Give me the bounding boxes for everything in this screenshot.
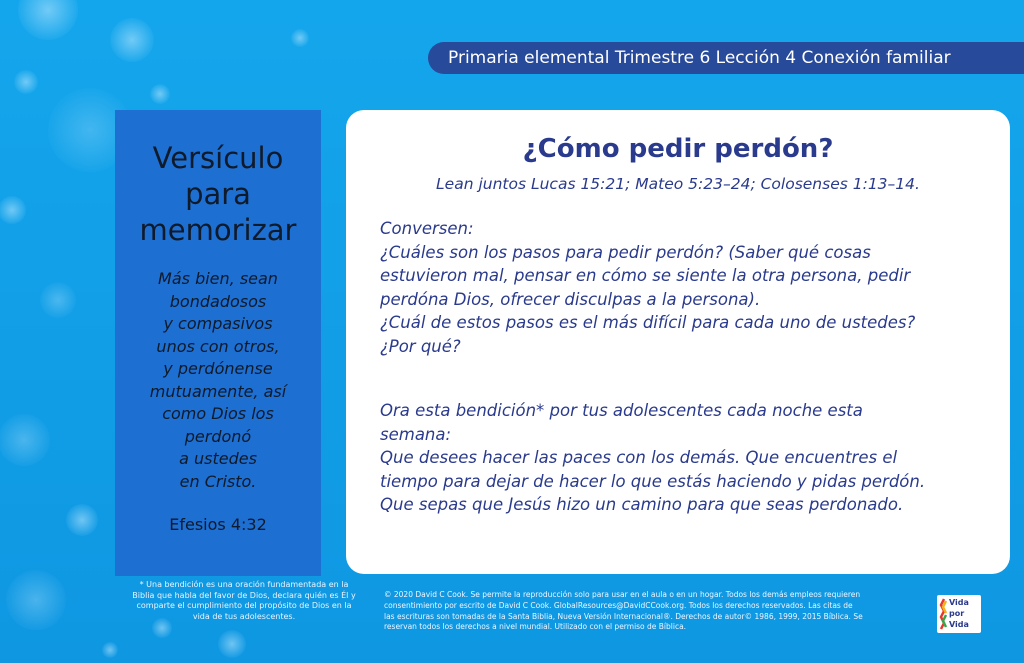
copyright-notice <box>384 590 932 633</box>
discussion-card <box>346 110 1010 574</box>
verse-line: a ustedes <box>179 449 257 468</box>
copyright-line: © 2020 David C Cook. Se permite la reproducción solo para usar en el aula o en un hogar. Todos los demás empleos requieren <box>384 590 861 599</box>
memory-verse-panel <box>115 110 321 576</box>
footnote-line: comparte el cumplimiento del propósito de Dios en la <box>136 601 352 610</box>
blessing-line: Ora esta bendición* por tus adolescentes cada noche esta <box>380 401 863 420</box>
logo-line: Vida <box>949 598 969 607</box>
memory-verse-title <box>115 140 321 248</box>
memory-verse-reference: Efesios 4:32 <box>169 515 267 534</box>
copyright-line: las escrituras son tomadas de la Santa Biblia, Nueva Versión Internacional®. Derechos de autor© 1986, 1999, 2015 Bíblica. Se <box>384 611 863 621</box>
verse-line: perdonó <box>184 426 252 446</box>
memory-verse-text <box>121 268 315 493</box>
blessing-footnote <box>128 580 360 622</box>
blessing-line: Que sepas que Jesús hizo un camino para que seas perdonado. <box>380 495 904 514</box>
verse-line: y compasivos <box>163 314 273 333</box>
verse-line: Más bien, sean <box>158 269 278 288</box>
footnote-line: Biblia que habla del favor de Dios, declara quién es Él y <box>132 590 356 600</box>
verse-line: unos con otros, <box>156 336 280 356</box>
converse-line: perdóna Dios, ofrecer disculpas a la persona). <box>380 289 761 309</box>
converse-line: ¿Cuáles son los pasos para pedir perdón? (Saber qué cosas <box>380 242 871 262</box>
converse-section <box>380 217 992 358</box>
verse-line: bondadosos <box>169 291 267 311</box>
vida-por-vida-logo <box>937 595 981 633</box>
lesson-header-title: Primaria elemental Trimestre 6 Lección 4 Conexión familiar <box>448 48 951 68</box>
verse-line: mutuamente, así <box>149 381 287 401</box>
converse-line: estuvieron mal, pensar en cómo se siente la otra persona, pedir <box>380 266 911 285</box>
footnote-line: vida de tus adolescentes. <box>192 611 296 621</box>
logo-line: Vida <box>949 620 969 629</box>
verse-line: como Dios los <box>162 404 274 423</box>
scripture-reference: Lean juntos Lucas 15:21; Mateo 5:23–24; Colosenses 1:13–14. <box>436 175 920 193</box>
verse-line: en Cristo. <box>179 471 257 491</box>
verse-line: y perdónense <box>163 359 273 378</box>
card-title: ¿Cómo pedir perdón? <box>522 134 834 164</box>
logo-text <box>949 597 979 630</box>
blessing-line: tiempo para dejar de hacer lo que estás haciendo y pidas perdón. <box>380 471 926 491</box>
blessing-line: Que desees hacer las paces con los demás. Que encuentres el <box>380 448 898 467</box>
logo-line: por <box>949 609 965 618</box>
converse-line: ¿Cuál de estos pasos es el más difícil para cada uno de ustedes? <box>380 313 916 332</box>
memory-title-line: Versículo <box>152 141 284 175</box>
memory-title-line: para <box>185 177 251 211</box>
memory-title-line: memorizar <box>139 213 297 247</box>
blessing-section <box>380 399 992 517</box>
converse-line: ¿Por qué? <box>380 336 461 356</box>
footnote-line: * Una bendición es una oración fundamentada en la <box>139 580 349 589</box>
copyright-line: consentimiento por escrito de David C Cook. GlobalResources@DavidCCook.org. Todos los derechos reservados. Las citas de <box>384 600 853 610</box>
copyright-line: reservan todos los derechos a nivel mundial. Utilizado con el permiso de Bíblica. <box>384 622 687 632</box>
converse-line: Conversen: <box>380 219 474 238</box>
blessing-line: semana: <box>380 424 452 444</box>
